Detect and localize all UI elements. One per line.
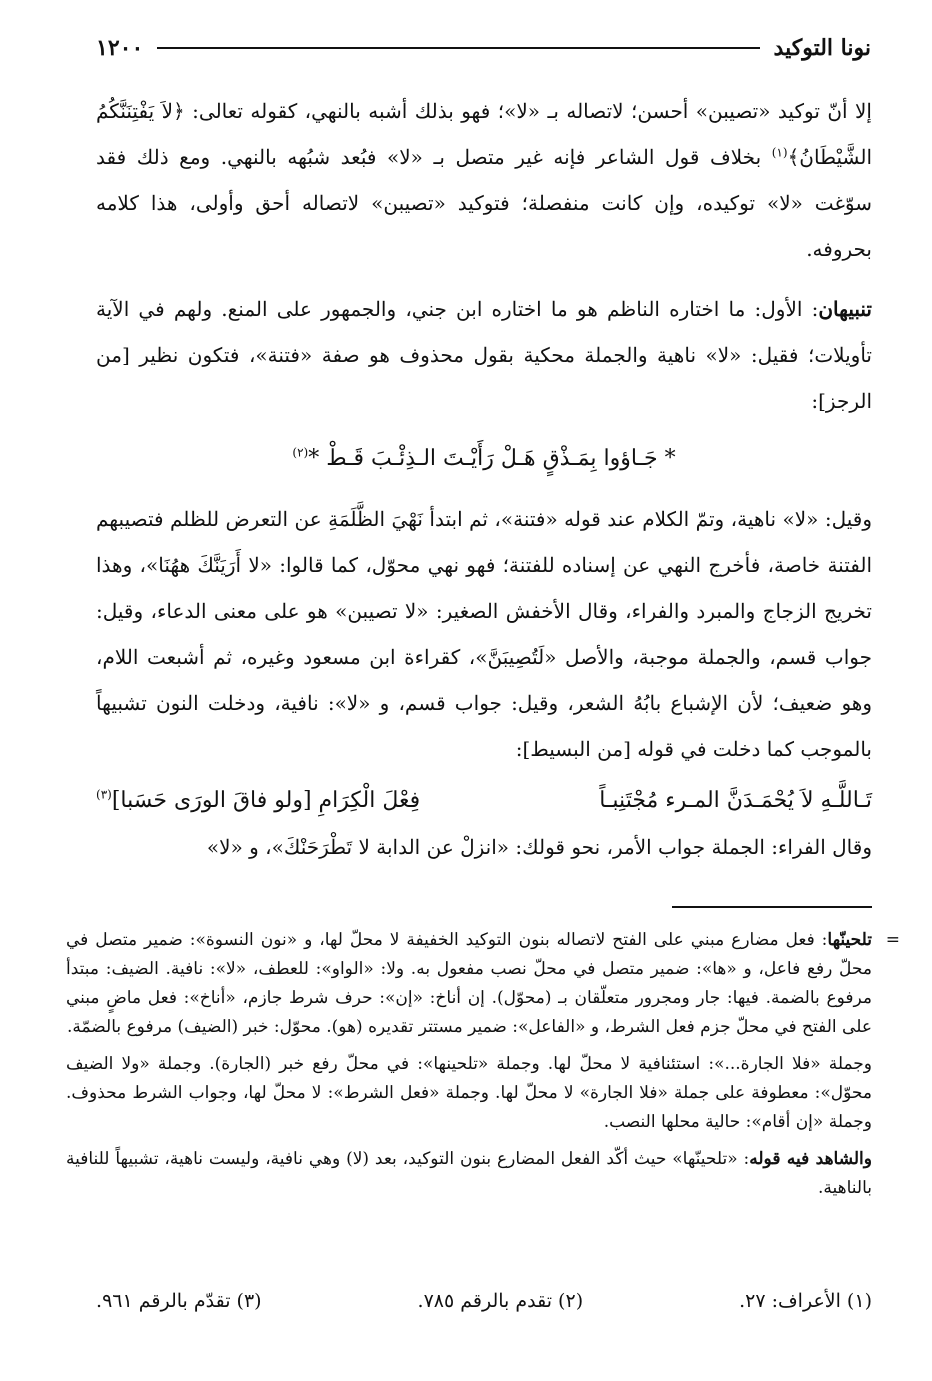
header-title: نونا التوكيد [773,35,871,61]
verse-basit-first-hemistich: تَـاللَّـهِ لاَ يُحْمَـدَنَّ المـرء مُجْتَنِبـاً [599,788,872,813]
paragraph-1-cont: بخلاف قول الشاعر فإنه غير متصل بـ «لا» فبُعد شبُهه بالنهي. ومع ذلك فقد سوّغت «لا» توكيده، وإن كانت منفصلة؛ فتوكيد «تصيبن» لاتصاله أحق وأولى، هذا كلامه بحروفه. [96,145,872,261]
source-notes [96,1290,872,1312]
paragraph-1-text: إلا أنّ توكيد «تصيبن» أحسن؛ لاتصاله بـ «لا»؛ فهو بذلك أشبه بالنهي، كقوله تعالى: ﴿لاَ يَفْتِنَنَّكُمُ الشَّيْطَانُ﴾ [96,99,872,169]
footnote-shahid-label: والشاهد فيه قوله [749,1149,872,1169]
page-number: ١٢٠٠ [96,35,144,61]
source-note-2: (٢) تقدم بالرقم ٧٨٥. [417,1290,584,1312]
footnote-ref-2: (٢) [292,445,309,460]
paragraph-1 [96,88,872,272]
paragraph-gap [96,272,872,286]
paragraph-2-text: : الأول: ما اختاره الناظم هو ما اختاره ابن جني، والجمهور على المنع. ولهم في الآية تأويلات؛ فقيل: «لا» ناهية والجملة محكية بقول محذوف هو صفة «فتنة»، فتكون نظير [من الرجز]: [96,297,872,413]
footnote-ref-1: (١) [771,145,788,160]
source-note-1: (١) الأعراف: ٢٧. [739,1290,872,1312]
source-note-3: (٣) تقدّم بالرقم ٩٦١. [96,1290,262,1312]
footnote-shahid-text: : «تلحينّها» حيث أكّد الفعل المضارع بنون التوكيد، بعد (لا) وهي نافية، وليست ناهية، تشبيهاً للنافية بالناهية. [66,1149,872,1198]
running-header [96,28,871,68]
continuation-mark: = [885,930,900,950]
footnote-irab [66,926,872,1042]
main-text [96,88,872,870]
header-rule [157,47,759,49]
verse-basit [96,778,872,824]
verse-basit-second-hemistich [96,778,420,824]
footnote-irab-text: : فعل مضارع مبني على الفتح لاتصاله بنون التوكيد الخفيفة لا محلّ لها، و «نون النسوة»: ضمير متصل في محلّ رفع فاعل، و «ها»: ضمير متصل في محلّ نصب مفعول به. ولا: «الواو»: للعطف، «لا»: نافية. الضيف: مبتدأ مرفوع بالضمة. فيها: جار ومجرور متعلّقان بـ (محوّل). إن أناخ: «إن»: حرف شرط جازم، «أناخ»: فعل ماضٍ مبني على الفتح في محلّ جزم فعل الشرط، و «الفاعل»: ضمير مستتر تقديره (هو). محوّل: خبر (الضيف) مرفوع بالضمّة. [66,930,872,1037]
verse-rajaz-text: * جَـاؤوا بِمَـذْقٍ هَـلْ رَأَيْـتَ الـذِئْـبَ قَـطْ * [308,446,676,471]
footnote-separator [672,906,872,908]
paragraph-2 [96,286,872,424]
verse-basit-second-text: فِعْلَ الْكِرَامِ [ولو فاقَ الورَى حَسَبا] [111,788,421,813]
footnote-sentences: وجملة «فلا الجارة...»: استئنافية لا محلّ لها. وجملة «تلحينها»: في محلّ رفع خبر (الجارة). وجملة «ولا الضيف محوّل»: معطوفة على جملة «فلا الجارة» لا محلّ لها. وجملة «فعل الشرط»: لا محلّ لها، وجواب الشرط محذوف. وجملة «إن أقام»: حالية محلها النصب. [66,1054,872,1132]
paragraph-3: وقيل: «لا» ناهية، وتمّ الكلام عند قوله «فتنة»، ثم ابتدأ نَهْيَ الظَّلَمَةِ عن التعرض للظلم فتصيبهم الفتنة خاصة، فأخرج النهي عن إسناده للفتنة؛ فهو نهي محوّل، كما قالوا: «لا أَرَيَنَّكَ ههُنَا»، وهذا تخريج الزجاج والمبرد والفراء، وقال الأخفش الصغير: «لا تصيبن» هو على معنى الدعاء، وقيل: جواب قسم، والجملة موجبة، والأصل «لَتُصِيبَنَّ»، كقراءة ابن مسعود وغيره، ثم أشبعت اللام، وهو ضعيف؛ لأن الإشباع بابُهُ الشعر، وقيل: جواب قسم، و «لا»: نافية، ودخلت النون تشبيهاً بالموجب كما دخلت في قوله [من البسيط]: [96,507,873,761]
tanbihan-label: تنبيهان [818,297,872,321]
paragraph-4: وقال الفراء: الجملة جواب الأمر، نحو قولك: «انزلْ عن الدابة لا تَطْرَحَنْكَ»، و «لا» [206,835,872,859]
footnote-irab-label: تلحينّها [827,930,872,950]
footnote-shahid [66,1145,872,1203]
verse-rajaz [96,436,872,482]
footnotes [66,926,900,1211]
footnote-ref-3: (٣) [96,787,112,802]
